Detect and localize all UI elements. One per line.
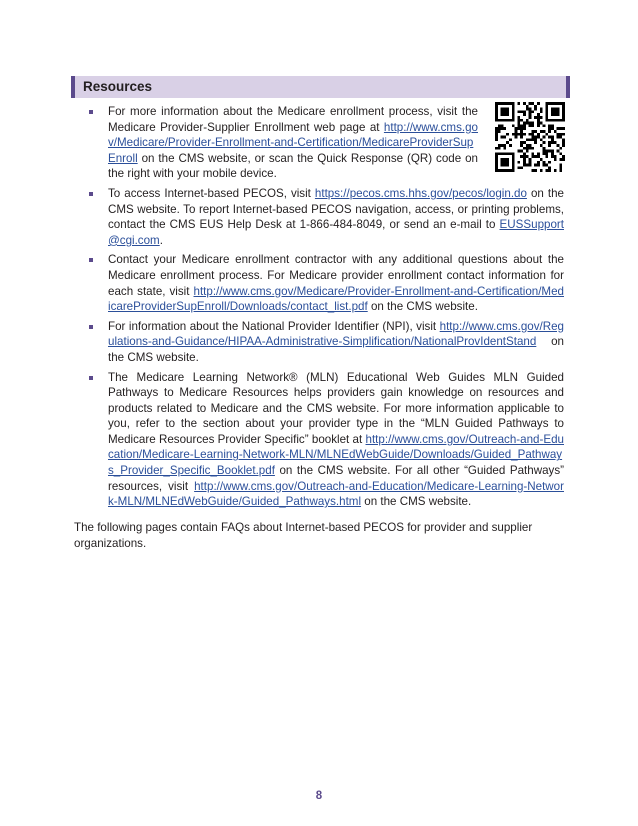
bullet-icon: [89, 325, 93, 329]
section-title: Resources: [83, 79, 153, 94]
list-item: [86, 252, 564, 314]
section-header-bar: [71, 76, 570, 98]
item-text: on the CMS website, or scan the Quick Response (QR) code on the right with your mobile device.: [108, 151, 478, 181]
item-text: The Medicare Learning Network® (MLN) Educational Web Guides MLN Guided Pathways to Medicare Resources helps providers gain knowledge on resources and products related to Medicare and the CMS website. For more information applicable to you, refer to the section about your provider type in the “MLN Guided Pathways to Medicare Resources Provider Specific” booklet at: [108, 370, 564, 446]
item-text: Contact your Medicare enrollment contractor with any additional questions about the Medicare enrollment process. For Medicare provider enrollment contact information for each state, visit: [108, 253, 564, 298]
closing-paragraph: The following pages contain FAQs about Internet-based PECOS for provider and supplier organizations.: [74, 521, 533, 550]
bullet-icon: [89, 376, 93, 380]
item-text: For information about the National Provider Identifier (NPI), visit: [108, 319, 440, 333]
resource-list: [86, 104, 564, 514]
list-item: [86, 319, 564, 366]
list-item: [86, 104, 564, 182]
bullet-icon: [89, 258, 93, 262]
link-contact-list[interactable]: http://www.cms.gov/Medicare/Provider-Enrollment-and-Certification/MedicareProviderSupEnroll/Downloads/contact_list.pdf: [108, 284, 564, 314]
item-text: on the CMS website. To report Internet-based PECOS navigation, access, or printing problems, contact the CMS EUS Help Desk at 1-866-484-8049, or send an e-mail to: [108, 186, 564, 232]
item-text: on the CMS website. For all other “Guided Pathways” resources, visit: [108, 464, 564, 493]
page-number: 8: [315, 790, 323, 802]
link-pecos-login[interactable]: https://pecos.cms.hhs.gov/pecos/login.do: [314, 186, 527, 200]
item-text: on the CMS website.: [367, 300, 478, 314]
bullet-icon: [89, 192, 93, 196]
item-text: .: [159, 233, 163, 247]
item-text: on the CMS website.: [108, 335, 564, 364]
item-text: For more information about the Medicare enrollment process, visit the Medicare Provider-Supplier Enrollment web page at: [108, 105, 478, 134]
list-item: [86, 370, 564, 510]
list-item: [86, 186, 564, 248]
link-provider-enrollment[interactable]: http://www.cms.gov/Medicare/Provider-Enrollment-and-Certification/MedicareProviderSupEnroll: [108, 120, 478, 165]
item-text: To access Internet-based PECOS, visit: [108, 186, 315, 200]
link-npi[interactable]: http://www.cms.gov/Regulations-and-Guidance/HIPAA-Administrative-Simplification/NationalProvIdentStand: [108, 319, 564, 349]
bullet-icon: [89, 110, 93, 114]
link-guided-pathways-booklet[interactable]: http://www.cms.gov/Outreach-and-Education/Medicare-Learning-Network-MLN/MLNEdWebGuide/Downloads/Guided_Pathways_Provider_Specific_Booklet.pdf: [108, 432, 564, 478]
item-text: on the CMS website.: [361, 495, 472, 509]
link-guided-pathways[interactable]: http://www.cms.gov/Outreach-and-Education/Medicare-Learning-Network-MLN/MLNEdWebGuide/Guided_Pathways.html: [108, 479, 564, 509]
link-eus-email[interactable]: EUSSupport@cgi.com: [108, 218, 564, 247]
